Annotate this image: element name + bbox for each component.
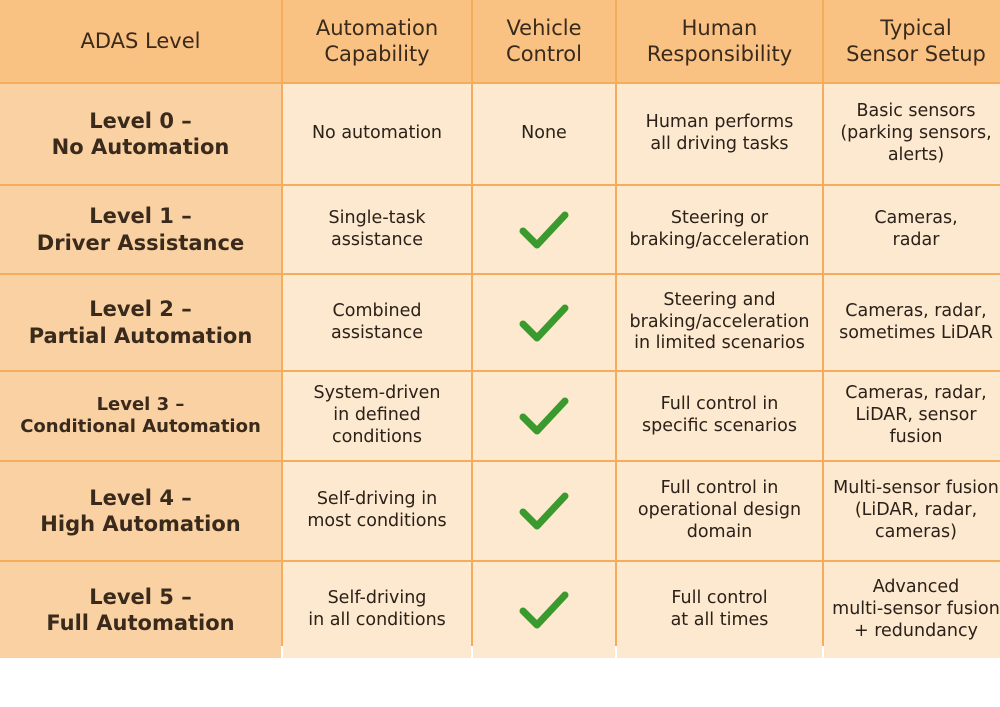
level-0-responsibility: Human performs all driving tasks [617, 84, 822, 184]
level-5-label: Level 5 – Full Automation [0, 562, 281, 658]
level-2-label: Level 2 – Partial Automation [0, 275, 281, 370]
level-4-label: Level 4 – High Automation [0, 462, 281, 560]
level-3-capability: System-driven in defined conditions [283, 372, 471, 460]
level-5-control [473, 562, 615, 658]
level-4-sensors: Multi-sensor fusion (LiDAR, radar, cameras) [824, 462, 1000, 560]
level-2-responsibility: Steering and braking/acceleration in limited scenarios [617, 275, 822, 370]
header-typical-sensor-setup: Typical Sensor Setup [824, 0, 1000, 82]
level-4-capability: Self-driving in most conditions [283, 462, 471, 560]
level-1-label: Level 1 – Driver Assistance [0, 186, 281, 273]
level-0-sensors: Basic sensors (parking sensors, alerts) [824, 84, 1000, 184]
level-1-control [473, 186, 615, 273]
level-2-sensors: Cameras, radar, sometimes LiDAR [824, 275, 1000, 370]
level-0-capability: No automation [283, 84, 471, 184]
level-4-control [473, 462, 615, 560]
level-5-capability: Self-driving in all conditions [283, 562, 471, 658]
header-human-responsibility: Human Responsibility [617, 0, 822, 82]
level-3-label: Level 3 – Conditional Automation [0, 372, 281, 460]
header-adas-level: ADAS Level [0, 0, 281, 82]
level-0-label: Level 0 – No Automation [0, 84, 281, 184]
level-3-control [473, 372, 615, 460]
level-2-control [473, 275, 615, 370]
checkmark-icon [519, 209, 569, 251]
level-0-control: None [473, 84, 615, 184]
checkmark-icon [519, 302, 569, 344]
checkmark-icon [519, 490, 569, 532]
level-4-responsibility: Full control in operational design domain [617, 462, 822, 560]
level-1-sensors: Cameras, radar [824, 186, 1000, 273]
level-1-responsibility: Steering or braking/acceleration [617, 186, 822, 273]
level-2-capability: Combined assistance [283, 275, 471, 370]
header-vehicle-control: Vehicle Control [473, 0, 615, 82]
level-1-capability: Single-task assistance [283, 186, 471, 273]
checkmark-icon [519, 395, 569, 437]
level-3-sensors: Cameras, radar, LiDAR, sensor fusion [824, 372, 1000, 460]
checkmark-icon [519, 589, 569, 631]
level-5-sensors: Advanced multi-sensor fusion + redundancy [824, 562, 1000, 658]
level-3-responsibility: Full control in specific scenarios [617, 372, 822, 460]
level-5-responsibility: Full control at all times [617, 562, 822, 658]
header-automation-capability: Automation Capability [283, 0, 471, 82]
